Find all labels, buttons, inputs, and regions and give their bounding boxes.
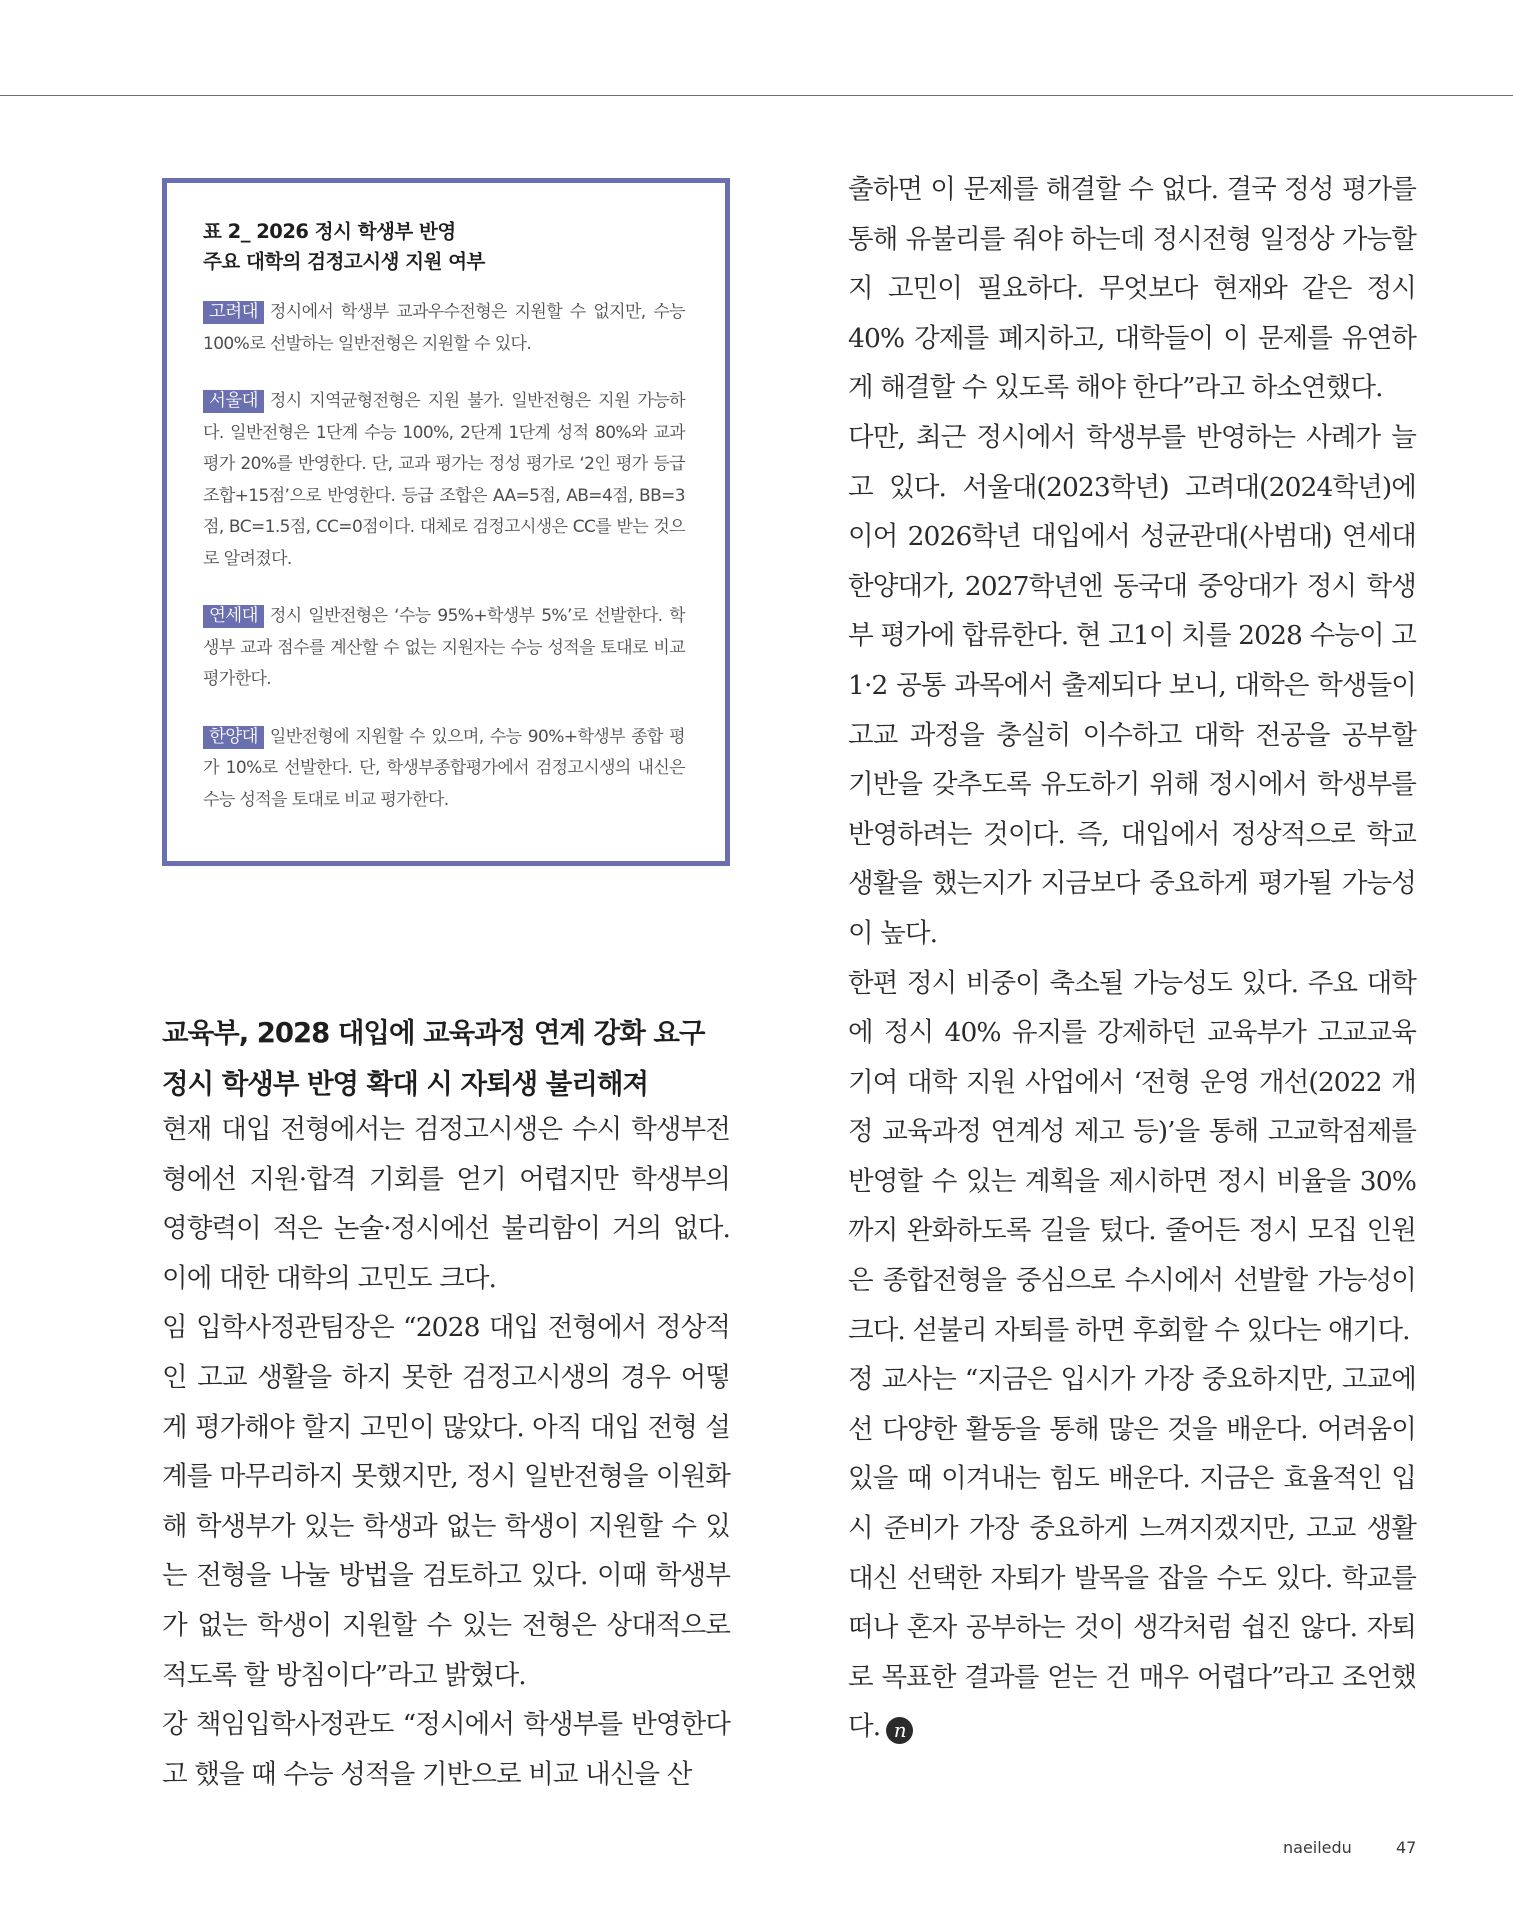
- end-mark-icon: n: [886, 1717, 913, 1744]
- headline-line2: 정시 학생부 반영 확대 시 자퇴생 불리해져: [162, 1068, 649, 1100]
- entry-text: 정시 지역균형전형은 지원 불가. 일반전형은 지원 가능하다. 일반전형은 1단계 수능 100%, 2단계 1단계 성적 80%와 교과 평가 20%를 반영한다. 단, 교과 평가는 정성 평가로 ‘2인 평가 등급 조합+15점’으로 반영한다. 등급 조합은 AA=5점, AB=4점, BB=3점, BC=1.5점, CC=0점이다. 대체로 검정고시생은 CC를 받는 것으로 알려졌다.: [203, 391, 685, 569]
- sidebar-entry-hanyang-univ: [203, 722, 685, 817]
- university-tag: 고려대: [203, 301, 264, 324]
- paragraph: 강 책임입학사정관도 “정시에서 학생부를 반영한다고 했을 때 수능 성적을 기반으로 비교 내신을 산: [162, 1709, 730, 1790]
- sidebar-box: [162, 178, 730, 866]
- university-tag: 서울대: [203, 390, 264, 413]
- sidebar-entry-korea-univ: [203, 297, 685, 360]
- sidebar-entry-seoul-univ: [203, 386, 685, 575]
- sidebar-title: [203, 217, 685, 277]
- top-rule: [0, 95, 1513, 96]
- paragraph: 한편 정시 비중이 축소될 가능성도 있다. 주요 대학에 정시 40% 유지를 강제하던 교육부가 고교교육 기여 대학 지원 사업에서 ‘전형 운영 개선(2022 개정 교육과정 연계성 제고 등)’을 통해 고교학점제를 반영할 수 있는 계획을 제시하면 정시 비율을 30%까지 완화하도록 길을 텄다. 줄어든 정시 모집 인원은 종합전형을 중심으로 수시에서 선발할 가능성이 크다. 섣불리 자퇴를 하면 후회할 수 있다는 얘기다.: [848, 967, 1416, 1346]
- section-headline: [162, 1008, 762, 1110]
- paragraph: 임 입학사정관팀장은 “2028 대입 전형에서 정상적인 고교 생활을 하지 못한 검정고시생의 경우 어떻게 평가해야 할지 고민이 많았다. 아직 대입 전형 설계를 마무리하지 못했지만, 정시 일반전형을 이원화해 학생부가 있는 학생과 없는 학생이 지원할 수 있는 전형을 나눌 방법을 검토하고 있다. 이때 학생부가 없는 학생이 지원할 수 있는 전형은 상대적으로 적도록 할 방침이다”라고 밝혔다.: [162, 1312, 730, 1691]
- entry-text: 정시에서 학생부 교과우수전형은 지원할 수 없지만, 수능 100%로 선발하는 일반전형은 지원할 수 있다.: [203, 302, 685, 354]
- university-tag: 연세대: [203, 605, 264, 628]
- sidebar-entry-yonsei-univ: [203, 601, 685, 696]
- article-column-right: [848, 165, 1416, 1752]
- page-number: 47: [1396, 1838, 1417, 1857]
- headline-line1: 교육부, 2028 대입에 교육과정 연계 강화 요구: [162, 1017, 705, 1049]
- sidebar-title-line1: 표 2_ 2026 정시 학생부 반영: [203, 220, 456, 243]
- paragraph: 다만, 최근 정시에서 학생부를 반영하는 사례가 늘고 있다. 서울대(2023학년) 고려대(2024학년)에 이어 2026학년 대입에서 성균관대(사범대) 연세대 한양대가, 2027학년엔 동국대 중앙대가 정시 학생부 평가에 합류한다. 현 고1이 치를 2028 수능이 고1·2 공통 과목에서 출제되다 보니, 대학은 학생들이 고교 과정을 충실히 이수하고 대학 전공을 공부할 기반을 갖추도록 유도하기 위해 정시에서 학생부를 반영하려는 것이다. 즉, 대입에서 정상적으로 학교생활을 했는지가 지금보다 중요하게 평가될 가능성이 높다.: [848, 421, 1416, 949]
- article-column-left: [162, 1105, 730, 1799]
- footer-brand: naeiledu: [1283, 1838, 1352, 1857]
- entry-text: 일반전형에 지원할 수 있으며, 수능 90%+학생부 종합 평가 10%로 선발한다. 단, 학생부종합평가에서 검정고시생의 내신은 수능 성적을 토대로 비교 평가한다.: [203, 726, 685, 810]
- entry-text: 정시 일반전형은 ‘수능 95%+학생부 5%’로 선발한다. 학생부 교과 점수를 계산할 수 없는 지원자는 수능 성적을 토대로 비교 평가한다.: [203, 606, 685, 689]
- university-tag: 한양대: [203, 726, 264, 749]
- paragraph: 현재 대입 전형에서는 검정고시생은 수시 학생부전형에선 지원·합격 기회를 얻기 어렵지만 학생부의 영향력이 적은 논술·정시에선 불리함이 거의 없다. 이에 대한 대학의 고민도 크다.: [162, 1114, 730, 1294]
- paragraph: 정 교사는 “지금은 입시가 가장 중요하지만, 고교에선 다양한 활동을 통해 많은 것을 배운다. 어려움이 있을 때 이겨내는 힘도 배운다. 지금은 효율적인 입시 준비가 가장 중요하게 느껴지겠지만, 고교 생활 대신 선택한 자퇴가 발목을 잡을 수도 있다. 학교를 떠나 혼자 공부하는 것이 생각처럼 쉽진 않다. 자퇴로 목표한 결과를 얻는 건 매우 어렵다”라고 조언했다.: [848, 1364, 1416, 1743]
- paragraph: 출하면 이 문제를 해결할 수 없다. 결국 정성 평가를 통해 유불리를 줘야 하는데 정시전형 일정상 가능할지 고민이 필요하다. 무엇보다 현재와 같은 정시 40% 강제를 폐지하고, 대학들이 이 문제를 유연하게 해결할 수 있도록 해야 한다”라고 하소연했다.: [848, 174, 1416, 404]
- sidebar-title-line2: 주요 대학의 검정고시생 지원 여부: [203, 250, 485, 273]
- paragraph-last: [848, 1355, 1416, 1752]
